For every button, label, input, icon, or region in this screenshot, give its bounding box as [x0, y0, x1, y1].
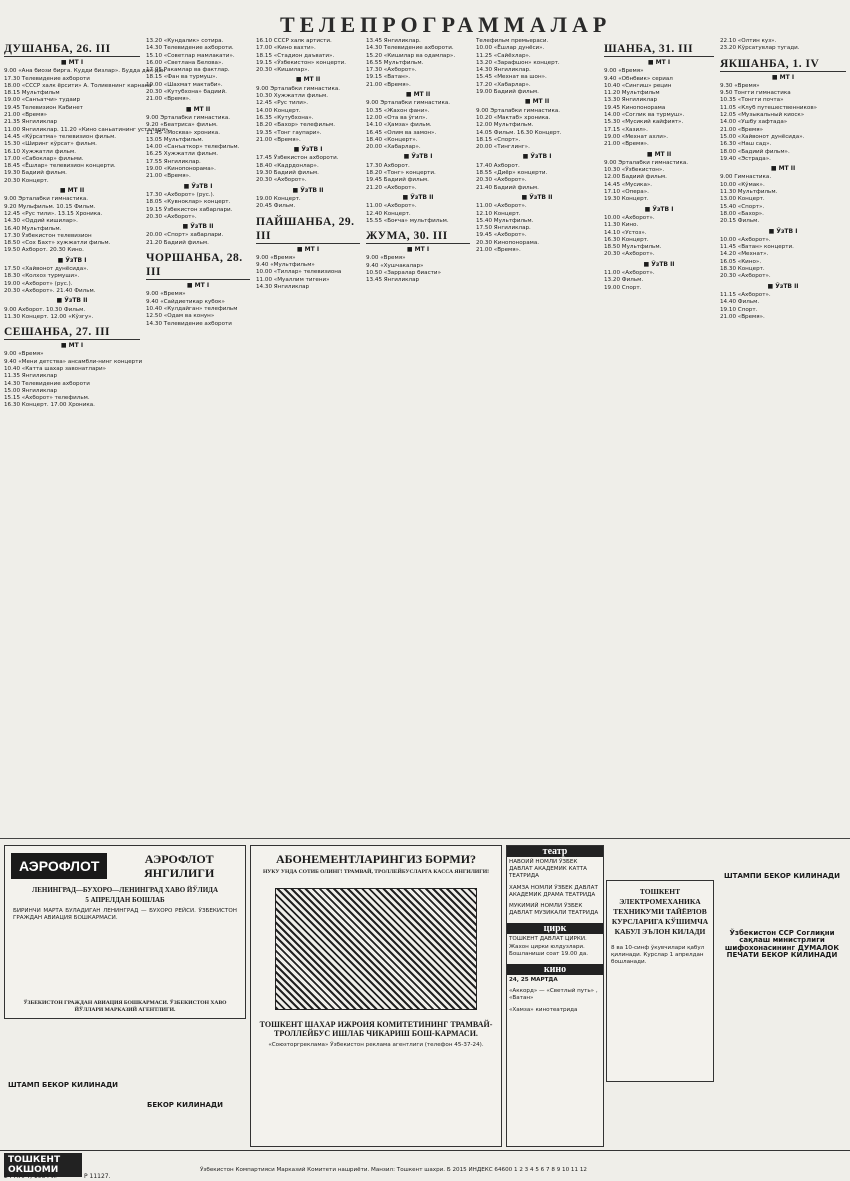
program-text: 20.30 Концерт.: [4, 177, 49, 184]
program-entry: 11.00 «Муаллим тигени»: [256, 276, 330, 283]
program-text: 18.15 «Спорт».: [476, 136, 521, 143]
program-list: [604, 68, 714, 112]
program-text: 19.00 «Ахборот» (рус.).: [4, 280, 73, 287]
program-list: [720, 83, 846, 134]
program-text: 14.10 «Устоз».: [604, 229, 647, 236]
program-text: 15.55 «Боғча» мультфильм.: [366, 217, 449, 224]
channel-label: ■ МТ I: [186, 282, 210, 290]
program-text: 15.30 «Мусикий кайфият».: [604, 119, 684, 126]
program-entry: 14.00 «Ушбу хафтада»: [720, 119, 788, 126]
program-column-3: [256, 38, 360, 808]
program-text: 14.30 «Оддий кишилар».: [4, 218, 78, 225]
program-text: 19.30 Концерт.: [604, 196, 649, 203]
program-text: 20.30 «Ахборот».: [256, 177, 307, 184]
program-column-4: [366, 38, 470, 808]
circus-header: цирк: [507, 923, 603, 934]
program-text: 20.30 «Ахборот».: [720, 273, 771, 280]
program-text: 10.30 «Ўзбекистон».: [604, 167, 665, 174]
channel-label: ■ МТ II: [295, 76, 321, 84]
program-text: 17.15 «Хазил».: [604, 126, 648, 133]
program-entry: 13.45 Янгиликлар: [366, 277, 420, 284]
transport-sub: НУКУ УНДА СОТИБ ОЛИНГ! ТРАМВАЙ, ТРОЛЛЕЙБУСЛАРГА КАССА ЯНГИЛИГИ!: [262, 869, 490, 875]
masthead: [0, 8, 850, 38]
program-text: 16.00 «Светлана Белова».: [146, 59, 224, 66]
program-text: 17.30 Ўзбекистон телевизион: [4, 232, 92, 239]
channel-label: ■ ЎзТВ II: [767, 282, 799, 290]
program-text: 10.00 «Ахборот».: [720, 236, 771, 243]
program-text: 9.00 Эрталабки гимнастика.: [4, 196, 89, 203]
program-list: [146, 291, 250, 327]
program-text: 11.00 «Ахборот».: [604, 270, 655, 277]
program-entry: 10.40 «Кулдайган» телефильм: [146, 305, 238, 312]
program-text: 19.50 Ахборот. 20.30 Кино.: [4, 247, 84, 254]
program-column-5: [476, 38, 598, 808]
program-text: 12.10 Концерт.: [476, 210, 521, 217]
program-text: 11.15 «Ахборот».: [720, 291, 771, 298]
technikum-text: 8 ва 10-синф ўкувчилари қабул қилинади. Курслар 1 апрелдан бошланади.: [611, 945, 705, 966]
program-text: 14.45 «Кўрсатма» телевизион фильм.: [4, 133, 117, 140]
program-entry: 12.05 «Музыкальный киоск»: [720, 112, 805, 119]
program-entry: 14.30 Телевидение ахбороти: [4, 380, 90, 387]
aeroflot-text: БИРИНЧИ МАРТА БУЛАДИГАН ЛЕНИНГРАД — БУХОРО РЕЙСИ. ЎЗБЕКИСТОН ГРАЖДАН АВИАЦИЯ БОШКАРМАСИ.: [13, 908, 237, 922]
program-text: 16.30 Концерт.: [604, 236, 649, 243]
channel-label: ■ ЎзТВ I: [644, 205, 674, 213]
program-text: 19.45 «Ахборот».: [476, 232, 527, 239]
program-entry: 19.45 Телевизион Кабинет: [4, 104, 83, 111]
program-text: 17.30 «Ахборот» (рус.).: [146, 191, 215, 198]
program-text: 18.30 «Колхоз турмуши».: [4, 273, 80, 280]
stamp-notice-text: ШТАМП БЕКОР КИЛИНАДИ: [7, 1081, 119, 1089]
program-text: 20.00 «Хабарлар».: [366, 144, 421, 151]
issue-date: 24 МАРТ, 1984 й.: [4, 1173, 57, 1180]
program-text: 20.45 Фильм.: [256, 203, 296, 210]
program-entry: 9.40 «Сайдиетикар кубок»: [146, 298, 225, 305]
program-entry: 21.00 «Время»: [720, 126, 764, 133]
aeroflot-sub: 5 АПРЕЛДАН БОШЛАБ: [85, 896, 165, 904]
program-entry: 13.30 Янгиликлар: [604, 97, 658, 104]
program-list: [4, 68, 166, 126]
program-text: 16.45 «Олим ва замон».: [366, 129, 437, 136]
program-text: 18.45 «Ёшлар» телевизион концерти.: [4, 163, 116, 170]
stamp-notices-right: [718, 845, 846, 1145]
program-text: 10.30 Хужжатли фильм.: [256, 93, 328, 100]
program-entry: 9.00 «Время»: [146, 291, 186, 298]
channel-label: ■ ЎзТВ II: [402, 193, 434, 201]
program-text: 21.00 «Время».: [366, 81, 411, 88]
program-text: 16.40 Мультфильм.: [4, 225, 62, 232]
channel-label: ■ МТ I: [60, 59, 84, 66]
program-text: 12.45 «Рус тили».: [256, 100, 309, 107]
program-entry: 18.00 «СССР халк ёрсити» А. Толиевнинг карнака: [4, 82, 152, 89]
program-column-1: [4, 38, 171, 808]
stamp-notice-text: Ўзбекистон ССР Соглиқни сақлаш министрлиги шифохонасининг ДУМАЛОК ПЕЧАТИ БЕКОР КИЛИНАДИ: [724, 929, 840, 959]
program-text: 9.00 Эрталабки гимнастика.: [256, 85, 341, 92]
channel-label: ■ МТ II: [185, 105, 211, 113]
program-text: 20.30 «Кишилар».: [256, 67, 310, 74]
program-text: 11.30 Мультфильм.: [720, 189, 778, 196]
program-entry: 11.35 Янгиликлар: [4, 373, 58, 380]
entertainment-listings: [506, 845, 604, 1147]
program-text: 13.00 Концерт.: [720, 196, 765, 203]
program-text: 16.05 «Кино».: [720, 258, 762, 265]
program-text: 15.20 «Кишилар ва одамлар».: [366, 52, 456, 59]
program-text: 21.00 «Время».: [476, 247, 521, 254]
program-text: 17.30 «Ахборот».: [366, 67, 417, 74]
kino-item: «Хамза» кинотеатрида: [509, 1006, 578, 1013]
program-text: 9.00 Гимнастика.: [720, 174, 772, 181]
program-entry: 21.35 Янгиликлар: [4, 119, 58, 126]
program-entry: 10.40 «Сингиш» рецин: [604, 82, 672, 89]
newspaper-logo: ТОШКЕНТ ОКШОМИ: [4, 1153, 82, 1177]
kino-date: 24, 25 МАРТДА: [509, 977, 558, 984]
stamp-notice-text: БЕКОР КИЛИНАДИ: [147, 1101, 223, 1109]
program-entry: 9.00 «Время»: [604, 68, 644, 75]
kino-header: кино: [507, 964, 603, 975]
theatre-item: ХАМЗА НОМЛИ ЎЗБЕК ДАВЛАТ АКАДЕМИК ДРАМА ТЕАТРИДА: [509, 884, 598, 898]
program-text: 13.20 «Кундалик» сотира.: [146, 38, 224, 44]
program-text: 14.30 Янгиликлар.: [476, 67, 531, 74]
program-text: 9.20 «Беатриса» фильм.: [146, 122, 218, 129]
program-entry: 12.50 «Одам ва конун»: [146, 313, 215, 320]
program-text: 23.20 Кўрсатувлар тугади.: [720, 45, 800, 52]
program-entry: 9.40 «Хушчакалар»: [366, 262, 424, 269]
program-column-2: [146, 38, 250, 808]
issue-index: Р 11127.: [84, 1173, 111, 1180]
program-text: 9.00 Эрталабки гимнастика.: [476, 107, 561, 114]
program-text: 10.35 «Жахон фани».: [366, 107, 430, 114]
stamp-notice-text: ШТАМПИ БЕКОР КИЛИНАДИ: [724, 872, 840, 880]
program-text: 20.30 «Ахборот».: [604, 251, 655, 258]
technikum-ad: [606, 880, 714, 1082]
program-text: 17.00 «Кино вахти».: [256, 45, 316, 52]
program-text: 19.00 «Мехнат ахли».: [604, 133, 669, 140]
program-text: 11.00 «Ахборот».: [476, 203, 527, 210]
program-text: 20.00 «Тинглинг».: [476, 144, 530, 151]
theatre-item: НАВОИЙ НОМЛИ ЎЗБЕК ДАВЛАТ АКАДЕМИК КАТТА ТЕАТРИДА: [509, 859, 588, 880]
program-text: 19.00 Бадиий фильм.: [476, 89, 539, 96]
program-text: 20.00 «Спорт» хабарлари.: [146, 232, 224, 239]
program-text: 11.30 Концерт. 12.00 «Кўзгу».: [4, 313, 94, 320]
program-text: 17.45 Ўзбекистон ахбороти.: [256, 155, 339, 162]
program-text: 16.35 «Кутубхона».: [256, 114, 314, 121]
day-heading: ШАНБА, 31. III: [604, 42, 714, 57]
program-text: 20.30 «Ахборот».: [146, 213, 197, 220]
program-text: 14.00 «Санъаткор» телефильм.: [146, 144, 240, 151]
program-text: 14.00 Концерт.: [256, 107, 301, 114]
channel-label: ■ ЎзТВ II: [643, 260, 675, 268]
program-text: 13.20 Фильм.: [604, 277, 644, 284]
program-text: 14.20 «Мехнат».: [720, 251, 769, 258]
program-text: 17.50 «Хайвонот дунёсида».: [4, 266, 89, 273]
program-text: 11.45 «Ватан» концерти.: [720, 244, 794, 251]
program-text: 19.15 Ўзбекистон хабарлари.: [146, 206, 233, 213]
program-text: 21.00 «Время».: [146, 96, 191, 103]
page-footer: [0, 1150, 850, 1181]
program-text: 19.15 «Ватан».: [366, 74, 411, 81]
program-text: 10.00 «Ахборот».: [604, 214, 655, 221]
program-text: 16.25 Хужжатли фильм.: [146, 151, 218, 158]
program-text: 15.45 «Мехнат ва шон».: [476, 74, 547, 81]
program-text: 18.15 «Стадион даъвати».: [256, 52, 335, 59]
program-text: 21.20 «Ахборот».: [366, 184, 417, 191]
channel-label: ■ ЎзТВ I: [293, 146, 323, 154]
aeroflot-footer: ЎЗБЕКИСТОН ГРАЖДАН АВИАЦИЯ БОШКАРМАСИ. ЎЗБЕКИСТОН ХАВО ЙЎЛЛАРИ МАРКАЗИЙ АГЕНТЛИГИ.: [23, 999, 227, 1013]
channel-label: ■ МТ I: [406, 246, 430, 254]
program-text: 20.30 «Ахборот».: [476, 177, 527, 184]
program-text: 18.40 «Концерт».: [366, 136, 418, 143]
channel-label: ■ ЎзТВ I: [522, 153, 552, 161]
trolleybus-illustration: [275, 888, 477, 1010]
program-text: 20.15 Фильм.: [720, 218, 760, 225]
program-text: 12.45 «Рус тили». 13.15 Хроника.: [4, 210, 103, 217]
program-text: 18.50 «Сох Бахт» хужжатли фильм.: [4, 240, 111, 247]
imprint-text: Ўзбекистон Компартияси Марказий Комитети нашриёти. Манзил: Тошкент шахри. Б 2015 ИНДЕКС 64600 1 2 3 4 5 6 7 8 9 10 11 12: [200, 1167, 587, 1173]
program-text: 18.55 «Диёр» концерти.: [476, 170, 548, 177]
program-text: 11.00 Янгиликлар. 11.20 «Кино саньатининг усталари».: [4, 126, 171, 133]
channel-label: ■ МТ I: [771, 73, 795, 81]
program-text: 20.30 «Ахборот». 21.40 Фильм.: [4, 287, 96, 294]
program-text: 18.05 «Кувноклар» концерт.: [146, 199, 231, 206]
program-text: 15.30 «Ширинг кўрсат» фильм.: [4, 141, 97, 148]
program-list: [256, 255, 360, 291]
technikum-title: ТОШКЕНТ ЭЛЕКТРОМЕХАНИКА ТЕХНИКУМИ ТАЙЁРЛОВ КУРСЛАРИГА КЎШИМЧА КАБУЛ ЭЪЛОН КИЛАДИ: [611, 887, 709, 936]
transport-title: АБОНЕМЕНТЛАРИНГИЗ БОРМИ?: [275, 852, 477, 866]
program-entry: 10.00 «Тиллар» телевизиона: [256, 269, 342, 276]
program-text: 17.10 «Опера».: [604, 189, 649, 196]
program-text: 14.45 «Мусика».: [604, 181, 653, 188]
day-heading: СЕШАНБА, 27. III: [4, 325, 140, 340]
program-text: 13.45 Янгиликлар.: [366, 38, 421, 44]
program-text: 13.20 «Зарафшон» концерт.: [476, 59, 560, 66]
program-text: 14.10 «Ҳамза» фильм.: [366, 122, 432, 129]
program-text: 15.40 «Спорт».: [720, 203, 765, 210]
program-entry: 9.00 «Ана биози бирга. Кудди бизлар». Будда дан дан: [4, 68, 166, 75]
channel-label: ■ ЎзТВ II: [56, 297, 88, 305]
day-heading: ЯКШАНБА, 1. IV: [720, 57, 846, 72]
program-text: 11.30 Кино.: [604, 222, 639, 229]
program-text: 13.05 Мультфильм.: [146, 136, 204, 143]
program-text: 15.40 Мультфильм.: [476, 217, 534, 224]
program-text: 18.20 «Бахор» телефильм.: [256, 122, 335, 129]
program-text: 19.00 «Шахмат мактаби».: [146, 81, 223, 88]
program-column-7: [720, 38, 846, 838]
program-text: 12.40 Концерт.: [366, 210, 411, 217]
program-text: 18.40 «Кадрдонлар».: [256, 162, 319, 169]
program-text: 19.40 «Эстрада».: [720, 155, 771, 162]
program-text: 9.00 Эрталабки гимнастика.: [604, 159, 689, 166]
program-text: 21.00 «Время».: [720, 313, 765, 320]
aeroflot-logo: АЭРОФЛОТ: [11, 853, 107, 879]
program-text: 19.00 Спорт.: [604, 284, 642, 291]
channel-label: ■ ЎзТВ II: [182, 223, 214, 231]
channel-label: ■ МТ II: [59, 187, 85, 195]
program-entry: 10.50 «Зарралар биасти»: [366, 270, 441, 277]
program-text: 14.40 Фильм.: [720, 299, 760, 306]
program-text: 14.05 Фильм. 16.30 Концерт.: [476, 129, 562, 136]
program-text: 10.00 «Ёшлар дунёси».: [476, 45, 545, 52]
program-text: 17.40 Ахборот.: [476, 162, 520, 169]
transport-footer: ТОШКЕНТ ШАХАР ИЖРОИЯ КОМИТЕТИНИНГ ТРАМВАЙ-ТРОЛЛЕЙБУС ИШЛАБ ЧИКАРИШ БОШ-КАРМАСИ.: [259, 1020, 493, 1039]
program-list: [4, 351, 143, 395]
program-text: 16.10 СССР халк артисти.: [256, 38, 332, 44]
program-text: 9.00 Ахборот. 10.30 Фильм.: [4, 306, 86, 313]
program-text: 18.15 «Фан ва турмуш».: [146, 74, 218, 81]
program-entry: 10.35 «Тонгги почта»: [720, 97, 784, 104]
program-text: 17.50 Янгиликлар.: [476, 225, 531, 232]
channel-label: ■ МТ II: [770, 165, 796, 173]
program-text: 15.00 «Хайвонот дунёсида».: [720, 133, 805, 140]
channel-label: ■ МТ I: [296, 245, 320, 253]
program-text: 14.30 Телевидение ахбороти.: [146, 45, 234, 52]
page-title: ТЕЛЕПРОГРАММАЛАР: [280, 12, 612, 37]
program-text: 18.50 Мультфильм.: [604, 244, 662, 251]
aeroflot-route: ЛЕНИНГРАД—БУХОРО—ЛЕНИНГРАД ХАВО ЙЎЛИДА: [31, 886, 219, 894]
program-entry: 9.00 «Время»: [366, 255, 406, 262]
program-text: 11.25 «Сайёхлар».: [476, 52, 531, 59]
program-text: 17.55 Янгиликлар.: [146, 158, 201, 165]
program-entry: 11.05 «Клуб путешественников»: [720, 104, 818, 111]
program-entry: 14.30 Янгиликлар: [256, 284, 310, 291]
program-text: 12.00 Бадиий фильм.: [604, 174, 667, 181]
program-text: 17.05 Ракамлар ва фактлар.: [146, 67, 230, 74]
program-text: 19.00 «Кинопонорама».: [146, 166, 216, 173]
program-text: 19.00 Концерт.: [256, 195, 301, 202]
program-text: 19.35 «Тонг гаупари».: [256, 129, 322, 136]
transport-agency: «Союзторгреклама» Ўзбекистон реклама агентлиги (телефон 45-37-24).: [268, 1042, 484, 1049]
program-text: 10.00 «Кўмак».: [720, 181, 765, 188]
program-entry: 21.00 «Время»: [4, 112, 48, 119]
program-text: 9.20 Мульфильм. 10.15 Фильм.: [4, 203, 96, 210]
program-text: 16.55 Мультфильм.: [366, 59, 424, 66]
program-text: 22.10 «Олтин куз».: [720, 38, 777, 44]
program-text: 20.30 Кинопонорама.: [476, 239, 540, 246]
theatre-header: театр: [507, 846, 603, 857]
channel-label: ■ ЎзТВ II: [292, 186, 324, 194]
program-text: 18.00 «Бахор».: [720, 210, 764, 217]
program-text: 19.45 Бадиий фильм.: [366, 177, 429, 184]
day-heading: ДУШАНБА, 26. III: [4, 42, 140, 57]
theatre-item: МУКИМИЙ НОМЛИ ЎЗБЕК ДАВЛАТ МУЗИКАЛИ ТЕАТРИДА: [509, 903, 599, 917]
aeroflot-title: АЭРОФЛОТ ЯНГИЛИГИ: [144, 852, 215, 880]
program-text: 17.20 «Хабарлар».: [476, 81, 531, 88]
channel-label: ■ МТ I: [647, 59, 671, 66]
program-text: 20.30 «Кутубхона» бадиий.: [146, 89, 227, 96]
program-text: 12.00 «Ота ва ўгил».: [366, 114, 428, 121]
program-list: [366, 255, 470, 284]
program-text: 21.20 Бадиий фильм.: [146, 239, 209, 246]
program-text: 16.30 «Наш сад».: [720, 141, 772, 148]
section-divider: [0, 838, 850, 839]
program-text: 19.10 Спорт.: [720, 306, 758, 313]
program-text: 10.20 «Мактаб» хроника.: [476, 114, 551, 121]
program-entry: 17.30 Телевидение ахбороти: [4, 75, 90, 82]
program-text: 15.15 «Ахборот» телефильм.: [4, 395, 90, 402]
channel-label: ■ ЎзТВ II: [521, 193, 553, 201]
program-text: 19.15 «Ўзбекистон» концерти.: [256, 59, 347, 66]
channel-label: ■ МТ II: [405, 91, 431, 99]
program-text: 21.00 «Время».: [146, 173, 191, 180]
channel-label: ■ ЎзТВ I: [768, 227, 798, 235]
program-entry: 9.50 Тонгги гимнастика: [720, 90, 791, 97]
program-column-6: [604, 38, 714, 808]
program-entry: 9.40 «Мультфильм»: [256, 262, 315, 269]
program-text: 19.30 Бадиий фильм.: [256, 170, 319, 177]
program-entry: 14.30 Телевидение ахбороти: [146, 320, 232, 327]
program-text: 14.30 Телевидение ахбороти.: [366, 45, 454, 52]
day-heading: ЖУМА, 30. III: [366, 229, 470, 244]
program-entry: 9.00 «Время»: [256, 254, 296, 261]
program-text: 18.20 «Тонг» концерти.: [366, 170, 436, 177]
program-entry: 10.40 «Катта шахар завонатлари»: [4, 365, 107, 372]
transport-ad: [250, 845, 502, 1147]
program-text: 12.00 Мультфильм.: [476, 122, 534, 129]
program-entry: 15.00 Янгиликлар: [4, 387, 58, 394]
circus-text: ТОШКЕНТ ДАВЛАТ ЦИРКИ. Жахон цирки юлдузлари. Бошланиши соат 19.00 да.: [509, 936, 589, 957]
program-text: 9.00 Эрталабки гимнастика.: [146, 114, 231, 121]
program-text: 15.10 «Советлар мамлакати».: [146, 52, 235, 59]
program-text: 19.30 Бадиий фильм.: [4, 170, 67, 177]
program-entry: 19.00 «Санъатчи» тудаир: [4, 97, 81, 104]
aeroflot-ad: [4, 845, 246, 1019]
program-text: 21.00 «Время».: [604, 141, 649, 148]
channel-label: ■ ЎзТВ I: [57, 256, 87, 264]
channel-label: ■ МТ II: [524, 98, 550, 106]
program-entry: 11.20 Мультфильм: [604, 90, 660, 97]
stamp-notice-mid: [126, 1022, 244, 1146]
program-text: 11.00 «Ахборот».: [366, 203, 417, 210]
program-text: 16.10 Хужжатли фильм.: [4, 148, 76, 155]
program-text: 16.30 Концерт. 17.00 Хроника.: [4, 402, 95, 409]
channel-label: ■ ЎзТВ I: [183, 182, 213, 190]
program-text: 18.30 Концерт.: [720, 266, 765, 273]
day-heading: ПАЙШАНБА, 29. III: [256, 215, 360, 244]
program-entry: 19.45 Кинопонорама: [604, 104, 666, 111]
program-text: 17.30 Ахборот.: [366, 162, 410, 169]
program-text: 9.00 Эрталабки гимнастика.: [366, 100, 451, 107]
program-text: Телефильм премьераси.: [476, 38, 549, 44]
day-heading: ЧОРШАНБА, 28. III: [146, 251, 250, 280]
kino-item: «Аккорд» — «Светлый путь» , «Ватан»: [509, 988, 598, 1002]
program-text: 14.00 «Соглик ва турмуш».: [604, 112, 685, 119]
program-entry: 9.40 «Мени детства» ансамбли-нинг концерти: [4, 358, 143, 365]
program-entry: 9.00 «Время»: [4, 351, 44, 358]
program-text: 11.45 «Москва» хроника.: [146, 129, 221, 136]
program-entry: 18.15 Мультфильм: [4, 90, 60, 97]
channel-label: ■ МТ II: [646, 150, 672, 158]
stamp-notice-left: [4, 1022, 122, 1146]
program-entry: 9.30 «Время»: [720, 82, 760, 89]
program-entry: 9.40 «Обнбвик» сериал: [604, 75, 673, 82]
program-text: 18.00 «Бадиий фильм».: [720, 148, 790, 155]
program-text: 21.00 «Время».: [256, 136, 301, 143]
program-text: 17.00 «Сабоклар» фильми.: [4, 155, 84, 162]
channel-label: ■ ЎзТВ I: [403, 153, 433, 161]
channel-label: ■ МТ I: [60, 342, 84, 350]
program-text: 21.40 Бадиий фильм.: [476, 184, 539, 191]
